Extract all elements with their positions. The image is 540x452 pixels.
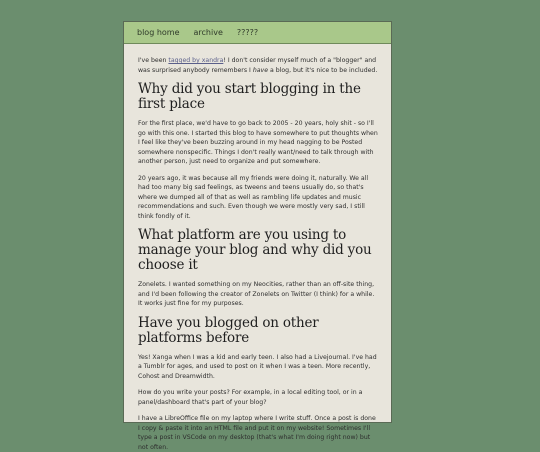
nav-archive-link[interactable]: archive [193,28,223,37]
section-paragraph: Zonelets. I wanted something on my Neocities, rather than an off-site thing, and I'd been following the creator of Zonelets on Twitter (I think) for a while. It works just fine for my purposes. [138,281,375,307]
tagged-by-link[interactable]: tagged by xandra [168,57,224,64]
nav-mystery-link[interactable]: ????? [236,28,259,37]
post-content [124,44,391,452]
section-paragraph: For the first place, we'd have to go back to 2005 - 20 years, holy shit - so I'll go with this one. I started this blog to have somewhere to put thoughts when I feel like they've been buzzing around in my head nagging to be Posted somewhere nonspecific. Things I don't really want/need to talk through with another person, just need to organize and put somewhere. [138,120,378,165]
section-heading-other-platforms: Have you blogged on other platforms before [138,314,319,346]
section-paragraph: 20 years ago, it was because all my friends were doing it, naturally. We all had too many big sad feelings, as tweens and teens usually do, so that's where we dumped all of that as well as rambling life updates and music recommendations and such. Even though we were mostly very sad, I still think fondly of it. [138,174,369,220]
section-paragraph: How do you write your posts? For example, in a local editing tool, or in a panel/dashboard that's part of your blog? [138,389,363,406]
nav-blog-home-link[interactable]: blog home [137,28,180,37]
blog-page [123,21,392,451]
intro-paragraph: I've been tagged by xandra! I don't consider myself much of a "blogger" and was surprised anybody remembers I have a blog, but it's nice to be included. [138,57,378,74]
top-nav [124,22,391,44]
section-heading-platform: What platform are you using to manage your blog and why did you choose it [138,227,372,273]
section-heading-why-start: Why did you start blogging in the first place [138,81,361,112]
section-paragraph: I have a LibreOffice file on my laptop where I write stuff. Once a post is done I copy & paste it into an HTML file and put it on my website! Sometimes I'll type a post in VSCode on my desktop (that's what I'm doing right now) but not often. [138,415,376,451]
section-paragraph: Yes! Xanga when I was a kid and early teen. I also had a Livejournal. I've had a Tumblr for ages, and used to post on it when I was a teen. More recently, Cohost and Dreamwidth. [138,353,377,380]
